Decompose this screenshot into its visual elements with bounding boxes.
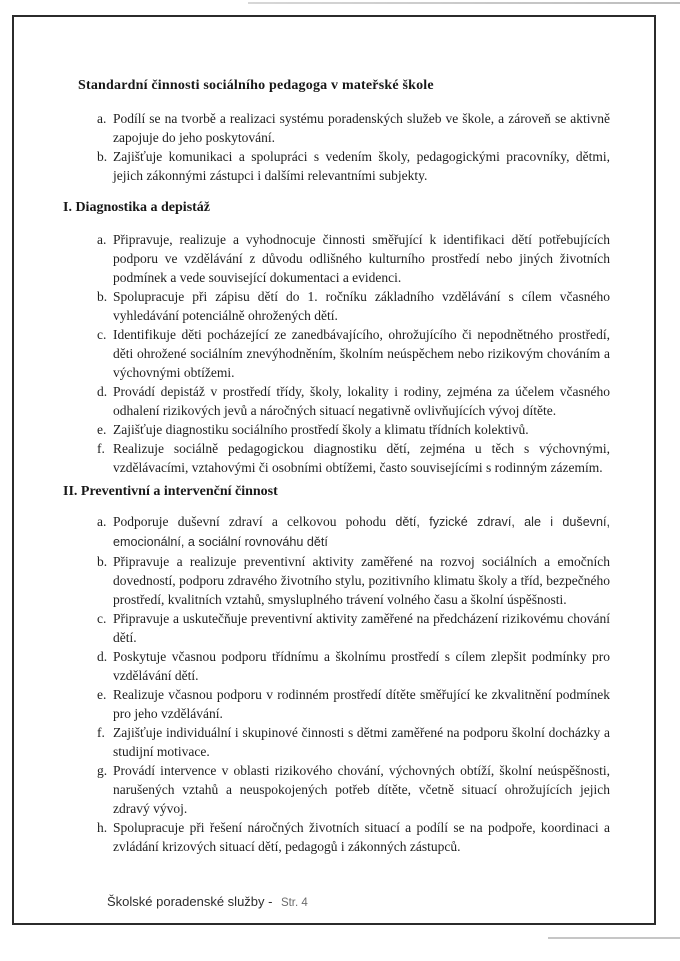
scan-artifact-line-top bbox=[248, 2, 680, 4]
list-item bbox=[63, 761, 610, 818]
section-item-list bbox=[63, 230, 610, 477]
item-letter: e. bbox=[97, 687, 107, 702]
item-text bbox=[113, 109, 610, 147]
item-text-part: Připravuje a realizuje preventivní aktivity zaměřené na rozvoj sociálních a emočních dovedností, podporu zdravého životního stylu, pozitivního klimatu školy a tříd, bezpečného prostředí, kvalitních vztahů, smysluplného trávení volného času a školní úspěšnosti. bbox=[113, 554, 610, 607]
list-item bbox=[63, 512, 610, 552]
item-letter: f. bbox=[97, 441, 105, 456]
list-item bbox=[63, 287, 610, 325]
item-letter: b. bbox=[97, 149, 108, 164]
item-text bbox=[113, 147, 610, 185]
item-letter: d. bbox=[97, 649, 108, 664]
item-text-part: Realizuje sociálně pedagogickou diagnostiku dětí, zejména u těch s výchovnými, vzdělávacími, vztahovými či osobními obtížemi, často souvisejícími s rodinným zázemím. bbox=[113, 441, 610, 475]
item-letter: d. bbox=[97, 384, 108, 399]
item-text bbox=[113, 382, 610, 420]
item-text bbox=[113, 287, 610, 325]
item-text bbox=[113, 723, 610, 761]
document-title: Standardní činnosti sociálního pedagoga v mateřské škole bbox=[78, 78, 434, 93]
item-text-part: Provádí intervence v oblasti rizikového chování, výchovných obtíží, školní neúspěšnosti, narušených vztahů a neuspokojených potřeb dítěte, včetně situací ohrožujících jejich zdravý vývoj. bbox=[113, 763, 610, 816]
item-letter: g. bbox=[97, 763, 108, 778]
list-item bbox=[63, 685, 610, 723]
section-block bbox=[63, 482, 610, 856]
item-letter: a. bbox=[97, 111, 107, 126]
section-heading: I. Diagnostika a depistáž bbox=[63, 200, 211, 215]
item-text bbox=[113, 512, 610, 552]
item-letter: a. bbox=[97, 232, 107, 247]
footer-document-name: Školské poradenské služby - bbox=[107, 894, 273, 909]
list-item bbox=[63, 325, 610, 382]
list-item bbox=[63, 552, 610, 609]
item-text-part: Identifikuje děti pocházející ze zanedbávajícího, ohrožujícího či nepodnětného prostředí, děti ohrožené sociálním znevýhodněním, školním neúspěchem nebo rizikovým chováním a výchovnými obtížemi. bbox=[113, 327, 610, 380]
item-letter: e. bbox=[97, 422, 107, 437]
item-letter: c. bbox=[97, 327, 107, 342]
page-footer bbox=[107, 893, 308, 911]
list-item bbox=[63, 609, 610, 647]
section-block bbox=[63, 198, 610, 477]
item-letter: c. bbox=[97, 611, 107, 626]
item-text-part: dětí, fyzické zdraví, ale i duševní, emocionální, a sociální rovnováhu dětí bbox=[113, 515, 610, 549]
item-text-part: Poskytuje včasnou podporu třídnímu a školnímu prostředí s cílem zlepšit podmínky pro vzdělávání dětí. bbox=[113, 649, 610, 683]
item-letter: b. bbox=[97, 554, 108, 569]
item-text bbox=[113, 325, 610, 382]
item-text-part: Realizuje včasnou podporu v rodinném prostředí dítěte směřující ke zkvalitnění podmínek pro jeho vzdělávání. bbox=[113, 687, 610, 721]
item-letter: h. bbox=[97, 820, 108, 835]
footer-page-number: Str. 4 bbox=[280, 897, 308, 909]
list-item bbox=[63, 439, 610, 477]
list-item bbox=[63, 818, 610, 856]
page-border-frame bbox=[12, 15, 656, 925]
item-text bbox=[113, 230, 610, 287]
item-text bbox=[113, 761, 610, 818]
item-text-part: Zajišťuje diagnostiku sociálního prostředí školy a klimatu třídních kolektivů. bbox=[113, 422, 529, 437]
item-text-part: Spolupracuje při zápisu dětí do 1. ročníku základního vzdělávání s cílem včasného vyhledávání potenciálně ohrožených dětí. bbox=[113, 289, 610, 323]
intro-list bbox=[63, 109, 610, 185]
item-text-part: Zajišťuje komunikaci a spolupráci s vedením školy, pedagogickými pracovníky, dětmi, jejich zákonnými zástupci i dalšími relevantními subjekty. bbox=[113, 149, 610, 183]
list-item bbox=[63, 420, 610, 439]
item-text-part: Podílí se na tvorbě a realizaci systému poradenských služeb ve škole, a zároveň se aktivně zapojuje do jeho poskytování. bbox=[113, 111, 610, 145]
section-heading: II. Preventivní a intervenční činnost bbox=[63, 484, 278, 499]
item-text bbox=[113, 685, 610, 723]
list-item bbox=[63, 723, 610, 761]
item-text-part: Připravuje, realizuje a vyhodnocuje činnosti směřující k identifikaci dětí potřebujících podporu ve vzdělávání z důvodu odlišného kulturního prostředí nebo jiných životních podmínek a vede související dokumentaci a evidenci. bbox=[113, 232, 610, 285]
scan-artifact-line-bottom bbox=[548, 937, 680, 939]
item-letter: b. bbox=[97, 289, 108, 304]
item-text bbox=[113, 647, 610, 685]
list-item bbox=[63, 147, 610, 185]
item-text-part: Podporuje duševní zdraví a celkovou pohodu bbox=[113, 514, 396, 529]
item-letter: f. bbox=[97, 725, 105, 740]
section-item-list bbox=[63, 512, 610, 856]
list-item bbox=[63, 382, 610, 420]
item-text-part: Zajišťuje individuální i skupinové činnosti s dětmi zaměřené na podporu školní docházky a studijní motivace. bbox=[113, 725, 610, 759]
item-text-part: Spolupracuje při řešení náročných životních situací a podílí se na podpoře, koordinaci a zvládání krizových situací dětí, pedagogů i zákonných zástupců. bbox=[113, 820, 610, 854]
list-item bbox=[63, 109, 610, 147]
list-item bbox=[63, 647, 610, 685]
list-item bbox=[63, 230, 610, 287]
item-text bbox=[113, 439, 610, 477]
item-text bbox=[113, 552, 610, 609]
item-text-part: Provádí depistáž v prostředí třídy, školy, lokality i rodiny, zejména za účelem včasného odhalení rizikových jevů a náročných situací negativně ovlivňujících vývoj dítěte. bbox=[113, 384, 610, 418]
item-text bbox=[113, 609, 610, 647]
item-text-part: Připravuje a uskutečňuje preventivní aktivity zaměřené na předcházení rizikovému chování dětí. bbox=[113, 611, 610, 645]
item-letter: a. bbox=[97, 514, 107, 529]
item-text bbox=[113, 420, 610, 439]
sections-container bbox=[63, 198, 610, 856]
item-text bbox=[113, 818, 610, 856]
